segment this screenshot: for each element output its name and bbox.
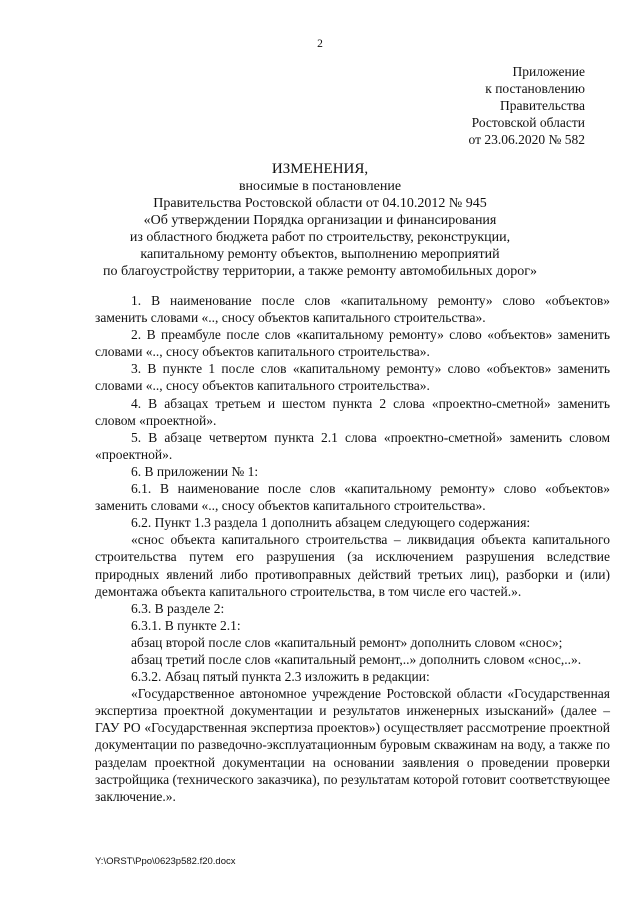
annex-line: к постановлению (485, 81, 585, 96)
title-line: по благоустройству территории, а также ремонту автомобильных дорог» (103, 264, 537, 279)
paragraph: 6.3.2. Абзац пятый пункта 2.3 изложить в редакции: (131, 669, 430, 685)
file-path-footer: Y:\ORST\Ppo\0623p582.f20.docx (95, 856, 236, 867)
paragraph: 6.1. В наименование после слов «капитальному ремонту» слово «объектов» заменить словами «.., сносу объектов капитального строительства». (95, 481, 610, 514)
annex-line: Приложение (512, 64, 585, 79)
paragraph: 1. В наименование после слов «капитальному ремонту» слово «объектов» заменить словами «.., сносу объектов капитального строительства». (95, 293, 610, 326)
paragraph: абзац второй после слов «капитальный ремонт» дополнить словом «снос»; (131, 634, 563, 650)
paragraph: 6.3. В разделе 2: (131, 600, 225, 616)
document-body (95, 292, 610, 805)
document-title (0, 161, 640, 280)
annex-block (440, 63, 585, 148)
title-line: из областного бюджета работ по строительству, реконструкции, (129, 230, 511, 245)
paragraph: 6.3.1. В пункте 2.1: (131, 617, 241, 633)
annex-line: от 23.06.2020 № 582 (468, 132, 585, 147)
paragraph: «Государственное автономное учреждение Ростовской области «Государственная экспертиза проектной документации и результатов инженерных изысканий» (далее – ГАУ РО «Государственная экспертиза проектов») осуществляет рассмотрение проектной документации по разведочно-эксплуатационным буровым скважинам на воду, а также по разделам проектной документации на основании заявления о проведении проверки застройщика (технического заказчика), по результатам которой готовит соответствующее заключение.». (95, 686, 610, 804)
title-line: вносимые в постановление (238, 179, 402, 194)
title-line: капитальному ремонту объектов, выполнению мероприятий (140, 247, 500, 262)
paragraph: 4. В абзацах третьем и шестом пункта 2 слова «проектно-сметной» заменить словом «проектной». (95, 395, 610, 428)
paragraph: 6.2. Пункт 1.3 раздела 1 дополнить абзацем следующего содержания: (131, 515, 531, 531)
paragraph: 3. В пункте 1 после слов «капитальному ремонту» слово «объектов» заменить словами «.., сносу объектов капитального строительства». (95, 361, 610, 394)
title-heading: ИЗМЕНЕНИЯ, (271, 161, 369, 177)
paragraph: абзац третий после слов «капитальный ремонт,..» дополнить словом «снос,..». (131, 651, 582, 667)
title-line: Правительства Ростовской области от 04.10.2012 № 945 (153, 196, 487, 211)
paragraph: 6. В приложении № 1: (131, 463, 259, 479)
paragraph: «снос объекта капитального строительства – ликвидация объекта капитального строительства путем его разрушения (за исключением разрушения вследствие природных явлений либо противоправных действий третьих лиц), разборки и (или) демонтажа объекта капитального строительства, в том числе его частей.». (95, 532, 610, 599)
paragraph: 5. В абзаце четвертом пункта 2.1 слова «проектно-сметной» заменить словом «проектной». (95, 429, 610, 462)
paragraph: 2. В преамбуле после слов «капитальному ремонту» слово «объектов» заменить словами «.., сносу объектов капитального строительства». (95, 327, 610, 360)
annex-line: Ростовской области (471, 115, 585, 130)
title-line: «Об утверждении Порядка организации и финансирования (143, 213, 497, 228)
page-number: 2 (317, 38, 323, 50)
annex-line: Правительства (500, 98, 585, 113)
